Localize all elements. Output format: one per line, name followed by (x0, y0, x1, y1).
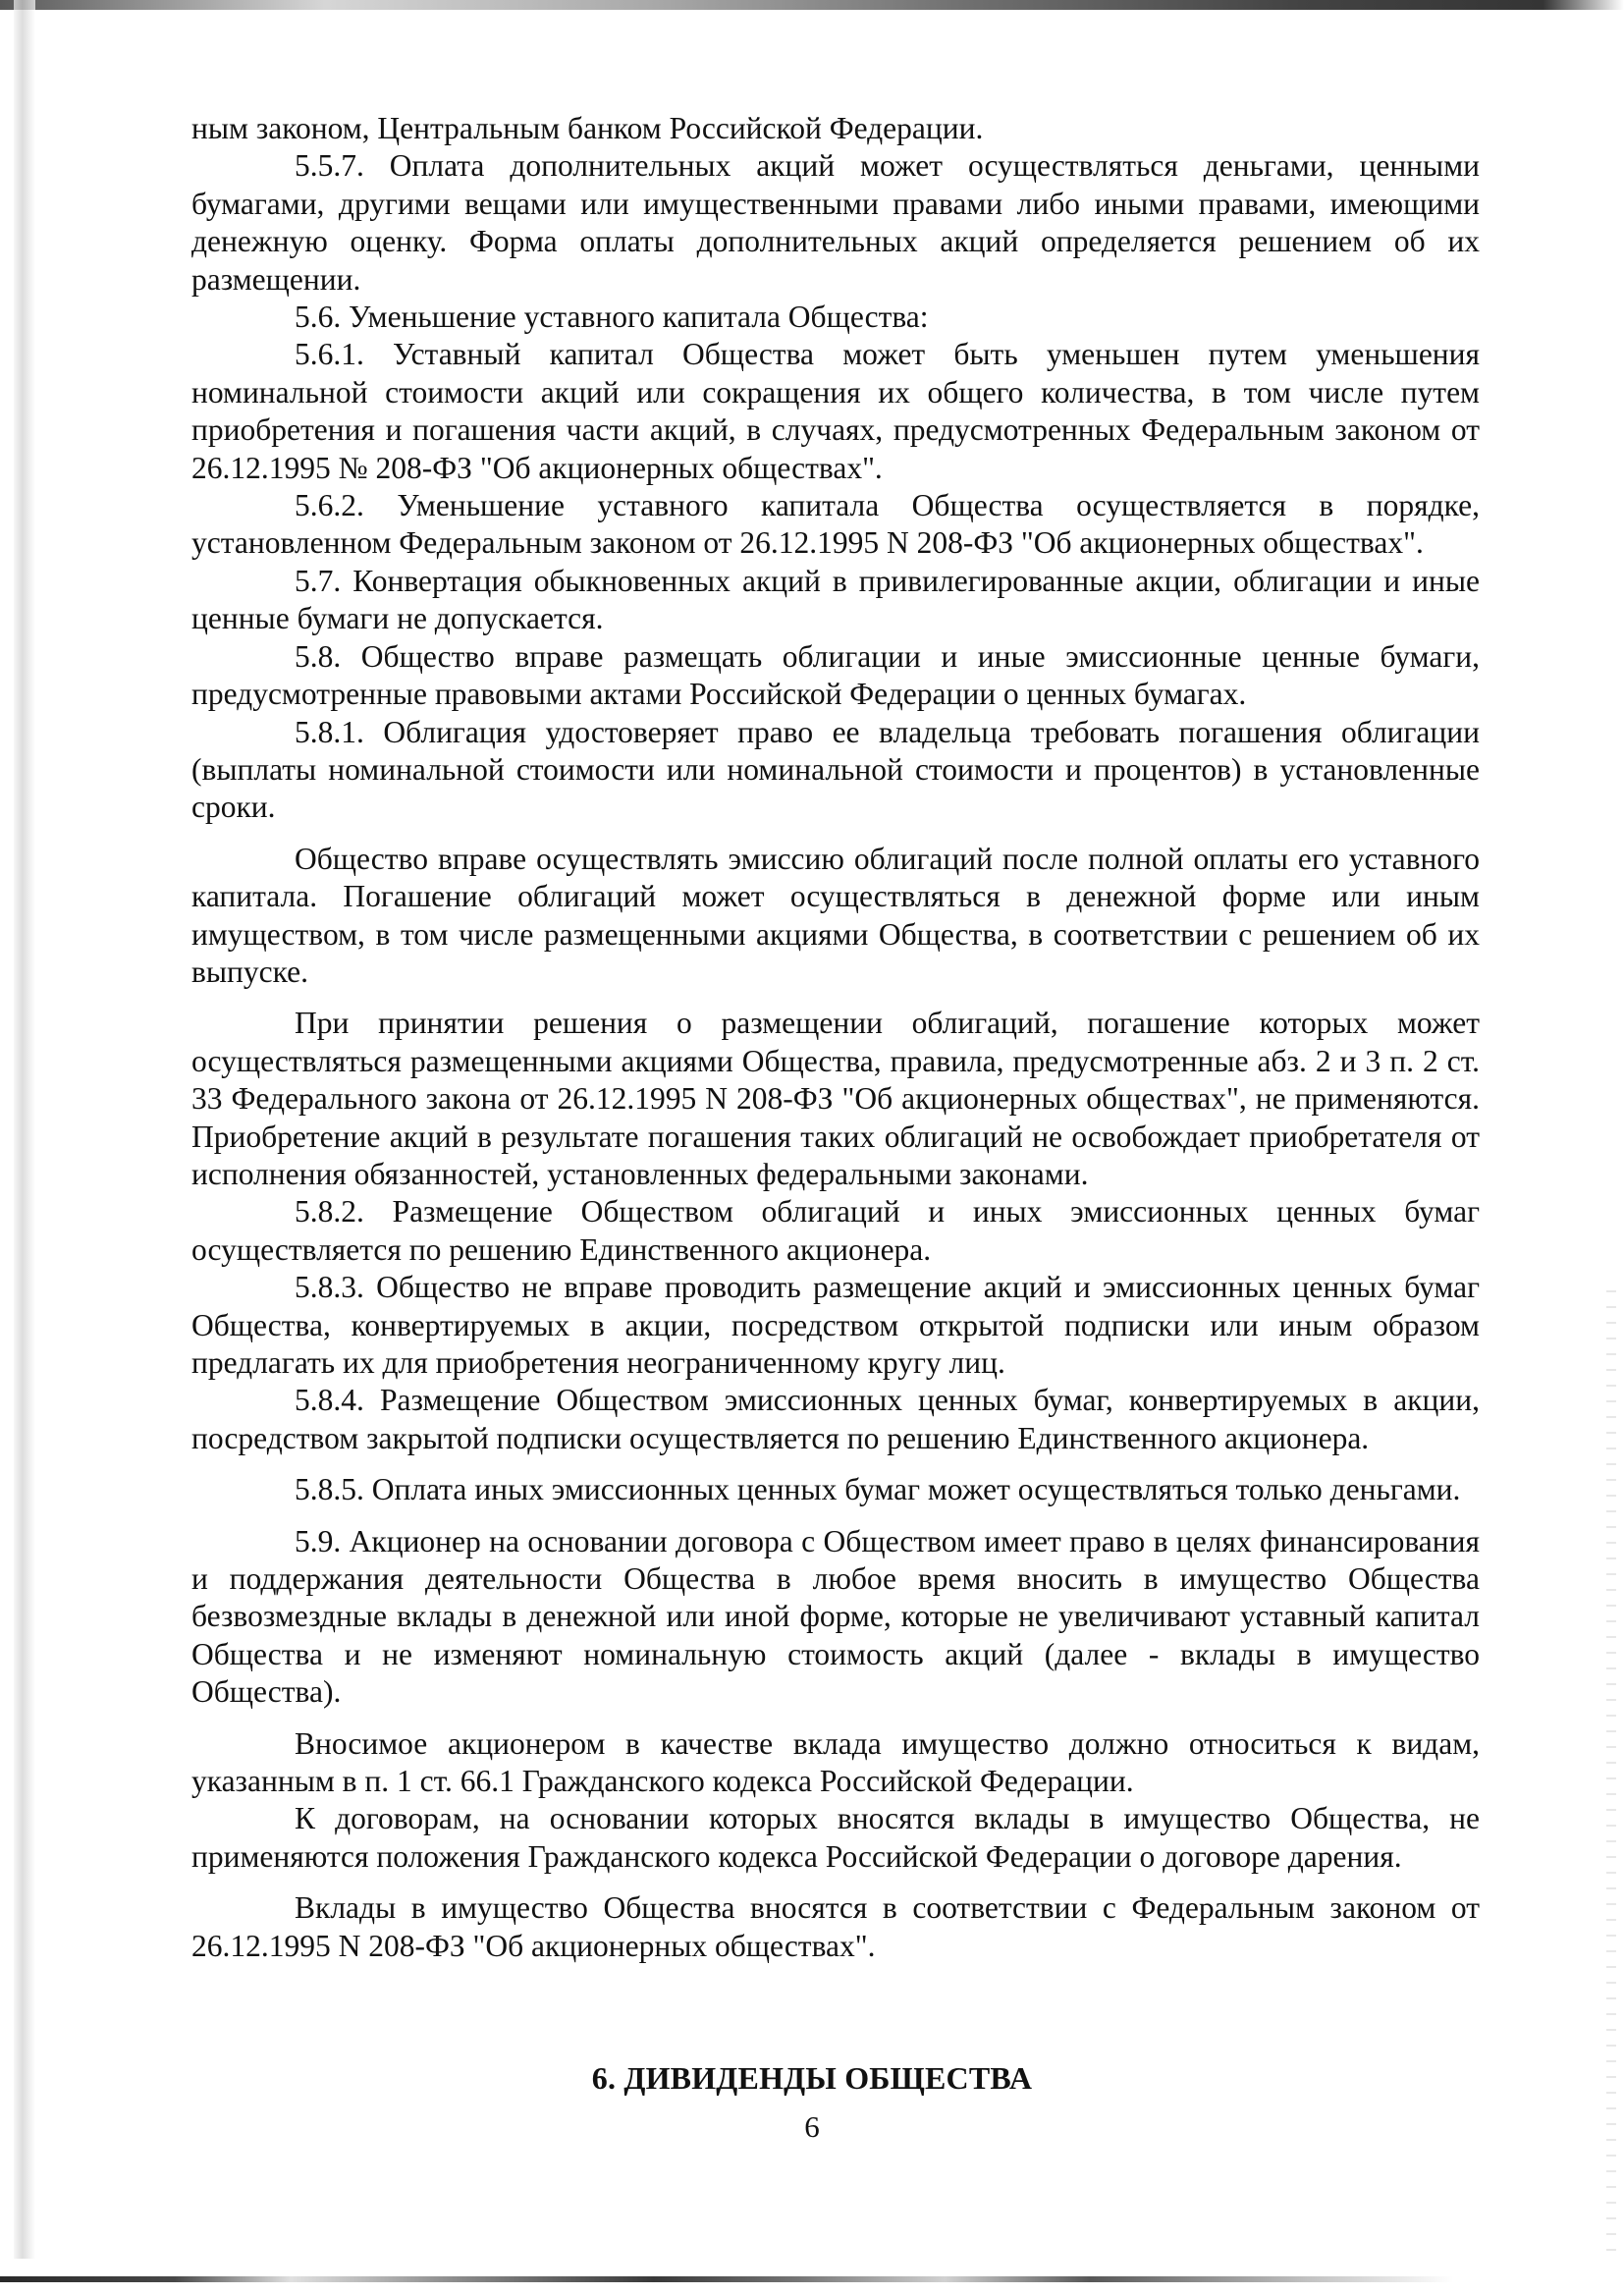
document-body (191, 110, 1480, 1965)
scan-left-shadow (14, 0, 35, 2259)
paragraph-continuation: ным законом, Центральным банком Российской Федерации. (191, 111, 984, 145)
paragraph-bond-emission: Общество вправе осуществлять эмиссию облигаций после полной оплаты его уставного капитала. Погашение облигаций может осуществляться в денежной форме или иным имуществом, в том числе размещенными акциями Общества, в соответствии с решением об их выпуске. (191, 841, 1480, 989)
paragraph-contribution-law: Вклады в имущество Общества вносятся в соответствии с Федеральным законом от 26.12.1995 N 208-ФЗ "Об акционерных обществах". (191, 1890, 1480, 1963)
paragraph-5-8-1: 5.8.1. Облигация удостоверяет право ее владельца требовать погашения облигации (выплаты номинальной стоимости или номинальной стоимости и процентов) в установленные сроки. (191, 714, 1480, 825)
paragraph-gift-contract-exclusion: К договорам, на основании которых вносятся вклады в имущество Общества, не применяются положения Гражданского кодекса Российской Федерации о договоре дарения. (191, 1801, 1480, 1874)
paragraph-5-8-3: 5.8.3. Общество не вправе проводить размещение акций и эмиссионных ценных бумаг Общества, конвертируемых в акции, посредством открытой подписки или иным образом предлагать их для приобретения неограниченному кругу лиц. (191, 1270, 1480, 1380)
paragraph-5-6-2: 5.6.2. Уменьшение уставного капитала Общества осуществляется в порядке, установленном Федеральным законом от 26.12.1995 N 208-ФЗ "Об акционерных обществах". (191, 488, 1480, 561)
section-heading: 6. ДИВИДЕНДЫ ОБЩЕСТВА (591, 2060, 1033, 2096)
paragraph-5-8-5: 5.8.5. Оплата иных эмиссионных ценных бумаг может осуществляться только деньгами. (295, 1472, 1461, 1507)
scan-top-edge (0, 0, 1624, 10)
paragraph-5-6: 5.6. Уменьшение уставного капитала Общества: (295, 300, 929, 335)
paragraph-5-8-4: 5.8.4. Размещение Обществом эмиссионных ценных бумаг, конвертируемых в акции, посредством закрытой подписки осуществляется по решению Единственного акционера. (191, 1383, 1480, 1455)
paragraph-5-8: 5.8. Общество вправе размещать облигации и иные эмиссионные ценные бумаги, предусмотренные правовыми актами Российской Федерации о ценных бумагах. (191, 638, 1480, 712)
page-number: 6 (804, 2109, 820, 2144)
paragraph-5-6-1: 5.6.1. Уставный капитал Общества может быть уменьшен путем уменьшения номинальной стоимости акций или сокращения их общего количества, в том числе путем приобретения и погашения части акций, в случаях, предусмотренных Федеральным законом от 26.12.1995 № 208-ФЗ "Об акционерных обществах". (191, 337, 1480, 485)
paragraph-5-9: 5.9. Акционер на основании договора с Обществом имеет право в целях финансирования и поддержания деятельности Общества в любое время вносить в имущество Общества безвозмездные вклады в денежной или иной форме, которые не увеличивают уставный капитал Общества и не изменяют номинальную стоимость акций (далее - вклады в имущество Общества). (191, 1523, 1480, 1710)
paragraph-5-7: 5.7. Конвертация обыкновенных акций в привилегированные акции, облигации и иные ценные бумаги не допускается. (191, 563, 1480, 636)
paragraph-contribution-types: Вносимое акционером в качестве вклада имущество должно относиться к видам, указанным в п. 1 ст. 66.1 Гражданского кодекса Российской Федерации. (191, 1725, 1480, 1799)
scan-bottom-edge (0, 2276, 1453, 2282)
paragraph-5-8-2: 5.8.2. Размещение Обществом облигаций и иных эмиссионных ценных бумаг осуществляется по решению Единственного акционера. (191, 1194, 1480, 1267)
paragraph-5-5-7: 5.5.7. Оплата дополнительных акций может осуществляться деньгами, ценными бумагами, другими вещами или имущественными правами либо иными правами, имеющими денежную оценку. Форма оплаты дополнительных акций определяется решением об их размещении. (191, 148, 1480, 297)
paragraph-bond-redemption-rules: При принятии решения о размещении облигаций, погашение которых может осуществляться размещенными акциями Общества, правила, предусмотренные абз. 2 и 3 п. 2 ст. 33 Федерального закона от 26.12.1995 N 208-ФЗ "Об акционерных обществах", не применяются. Приобретение акций в результате погашения таких облигаций не освобождает приобретателя от исполнения обязанностей, установленных федеральными законами. (191, 1006, 1480, 1191)
